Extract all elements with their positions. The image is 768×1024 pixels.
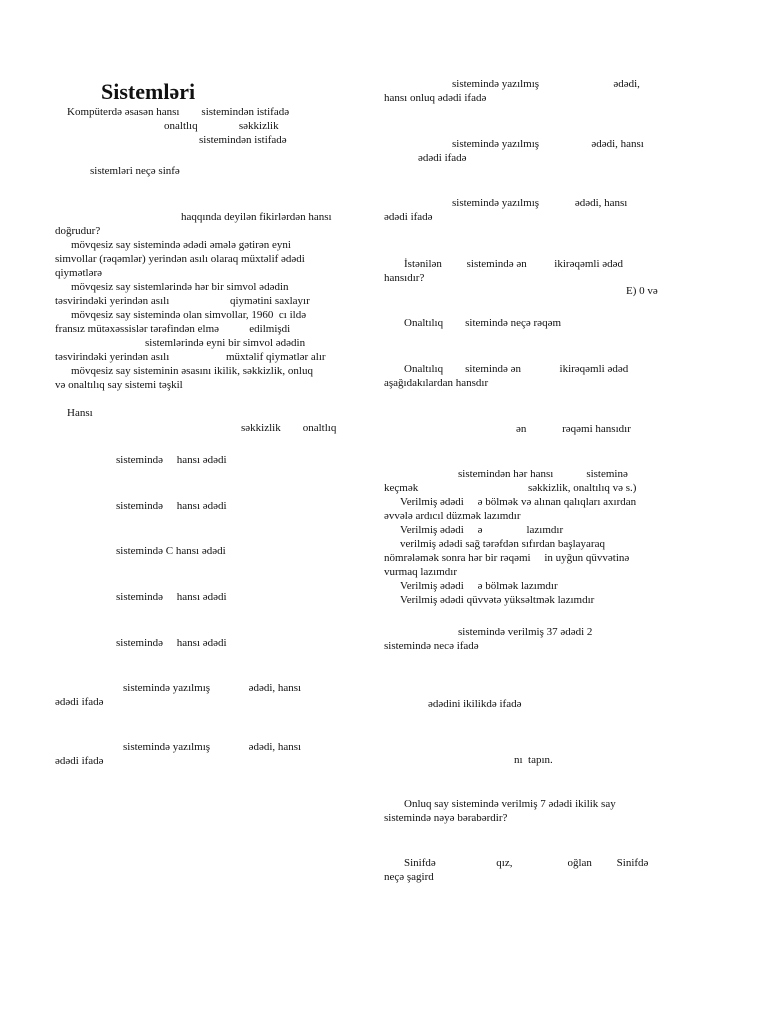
text-line: qiymətlərə xyxy=(55,267,103,279)
text-line: təsvirindəki yerindən asılı xyxy=(55,351,170,363)
text-line: onaltlıq səkkizlik xyxy=(164,120,279,132)
text-line: sistemində yazılmış ədədi, hansı xyxy=(452,138,644,150)
question-line: ədədi ifadə xyxy=(55,696,104,708)
text-line: E) 0 və xyxy=(626,285,658,297)
text-line: Onaltılıq sitemində neçə rəqəm xyxy=(404,317,562,329)
text-line: əvvələ ardıcıl düzmək lazımdır xyxy=(384,510,521,522)
text-line: simvollar (rəqəmlər) yerindən asılı olaraq müxtəlif ədədi xyxy=(55,253,305,265)
text-line: haqqında deyilən fikirlərdən hansı xyxy=(181,211,332,223)
text-line: sistemində nəyə bərabərdir? xyxy=(384,812,508,824)
question-line: sistemində yazılmış ədədi, hansı xyxy=(123,741,302,753)
text-line: mövqesiz say sisteminin əsasını ikilik, səkkizlik, onluq xyxy=(71,365,313,377)
text-line: qiymətini saxlayır xyxy=(230,295,310,307)
text-line: səkkizlik, onaltılıq və s.) xyxy=(528,482,637,494)
text-line: neçə şagird xyxy=(384,871,434,883)
text-line: mövqesiz say sistemində olan simvollar, 1960 cı ildə xyxy=(71,309,307,321)
text-line: müxtəlif qiymətlər alır xyxy=(226,351,326,363)
page-title: Sistemləri xyxy=(101,79,196,104)
text-line: ədədi ifadə xyxy=(384,211,433,223)
text-line: ən rəqəmi hansıdır xyxy=(516,423,631,435)
text-line: və onaltılıq say sistemi təşkil xyxy=(55,379,183,391)
text-line: aşağıdakılardan hansdır xyxy=(384,377,489,389)
text-line: Kompüterdə əsasən hansı sistemindən istifadə xyxy=(67,106,290,118)
text-line: səkkizlik onaltlıq xyxy=(241,422,337,434)
question-line: ədədi ifadə xyxy=(55,755,104,767)
text-line: Verilmiş ədədi ə bölmək lazımdır xyxy=(400,580,558,592)
question-line: sistemində C hansı ədədi xyxy=(116,545,226,557)
text-line: nömrələmək sonra hər bir rəqəmi in uyğun qüvvətinə xyxy=(384,552,630,564)
text-line: fransız mütəxəssislər tərəfindən elmə edilmişdi xyxy=(55,323,291,335)
text-line: Verilmiş ədədi qüvvətə yüksəltmək lazımdır xyxy=(400,594,595,606)
text-line: doğrudur? xyxy=(55,225,101,237)
text-line: Verilmiş ədədi ə bölmək və alınan qalıqları axırdan xyxy=(400,496,637,508)
text-line: sistemindən hər hansı sisteminə xyxy=(458,468,628,480)
question-line: sistemində hansı ədədi xyxy=(116,500,227,512)
text-line: Sinifdə qız, oğlan Sinifdə xyxy=(404,857,649,869)
text-line: sistemləri neçə sinfə xyxy=(90,165,180,177)
question-line: sistemində hansı ədədi xyxy=(116,454,227,466)
text-line: Verilmiş ədədi ə lazımdır xyxy=(400,524,564,536)
text-line: vurmaq lazımdır xyxy=(384,566,458,578)
question-line: sistemində hansı ədədi xyxy=(116,591,227,603)
text-line: sistemində yazılmış ədədi, hansı xyxy=(452,197,628,209)
text-line: hansı onluq ədədi ifadə xyxy=(384,92,487,104)
text-line: sistemində verilmiş 37 ədədi 2 xyxy=(458,626,593,638)
text-line: Hansı xyxy=(67,407,93,419)
text-line: sistemində necə ifadə xyxy=(384,640,479,652)
question-line: sistemində yazılmış ədədi, hansı xyxy=(123,682,302,694)
text-line: sistemindən istifadə xyxy=(199,134,287,146)
text-line: sistemində yazılmış ədədi, xyxy=(452,78,640,90)
text-line: verilmiş ədədi sağ tərəfdən sıfırdan başlayaraq xyxy=(400,538,605,550)
text-line: Onluq say sistemində verilmiş 7 ədədi ikilik say xyxy=(404,798,616,810)
text-line: ədədini ikilikdə ifadə xyxy=(428,698,522,710)
text-line: ədədi ifadə xyxy=(418,152,467,164)
text-line: mövqesiz say sistemində ədədi əmələ gətirən eyni xyxy=(71,239,291,251)
text-line: mövqesiz say sistemlərində hər bir simvol ədədin xyxy=(71,281,289,293)
text-line: təsvirindəki yerindən asılı xyxy=(55,295,170,307)
text-line: sistemlərində eyni bir simvol ədədin xyxy=(145,337,306,349)
text-line: hansıdır? xyxy=(384,272,425,284)
text-line: keçmək xyxy=(384,482,419,494)
text-line: İstənilən sistemində ən ikirəqəmli ədəd xyxy=(404,258,624,270)
question-line: sistemində hansı ədədi xyxy=(116,637,227,649)
text-line: nı tapın. xyxy=(514,754,553,766)
text-line: Onaltılıq sitemində ən ikirəqəmli ədəd xyxy=(404,363,629,375)
